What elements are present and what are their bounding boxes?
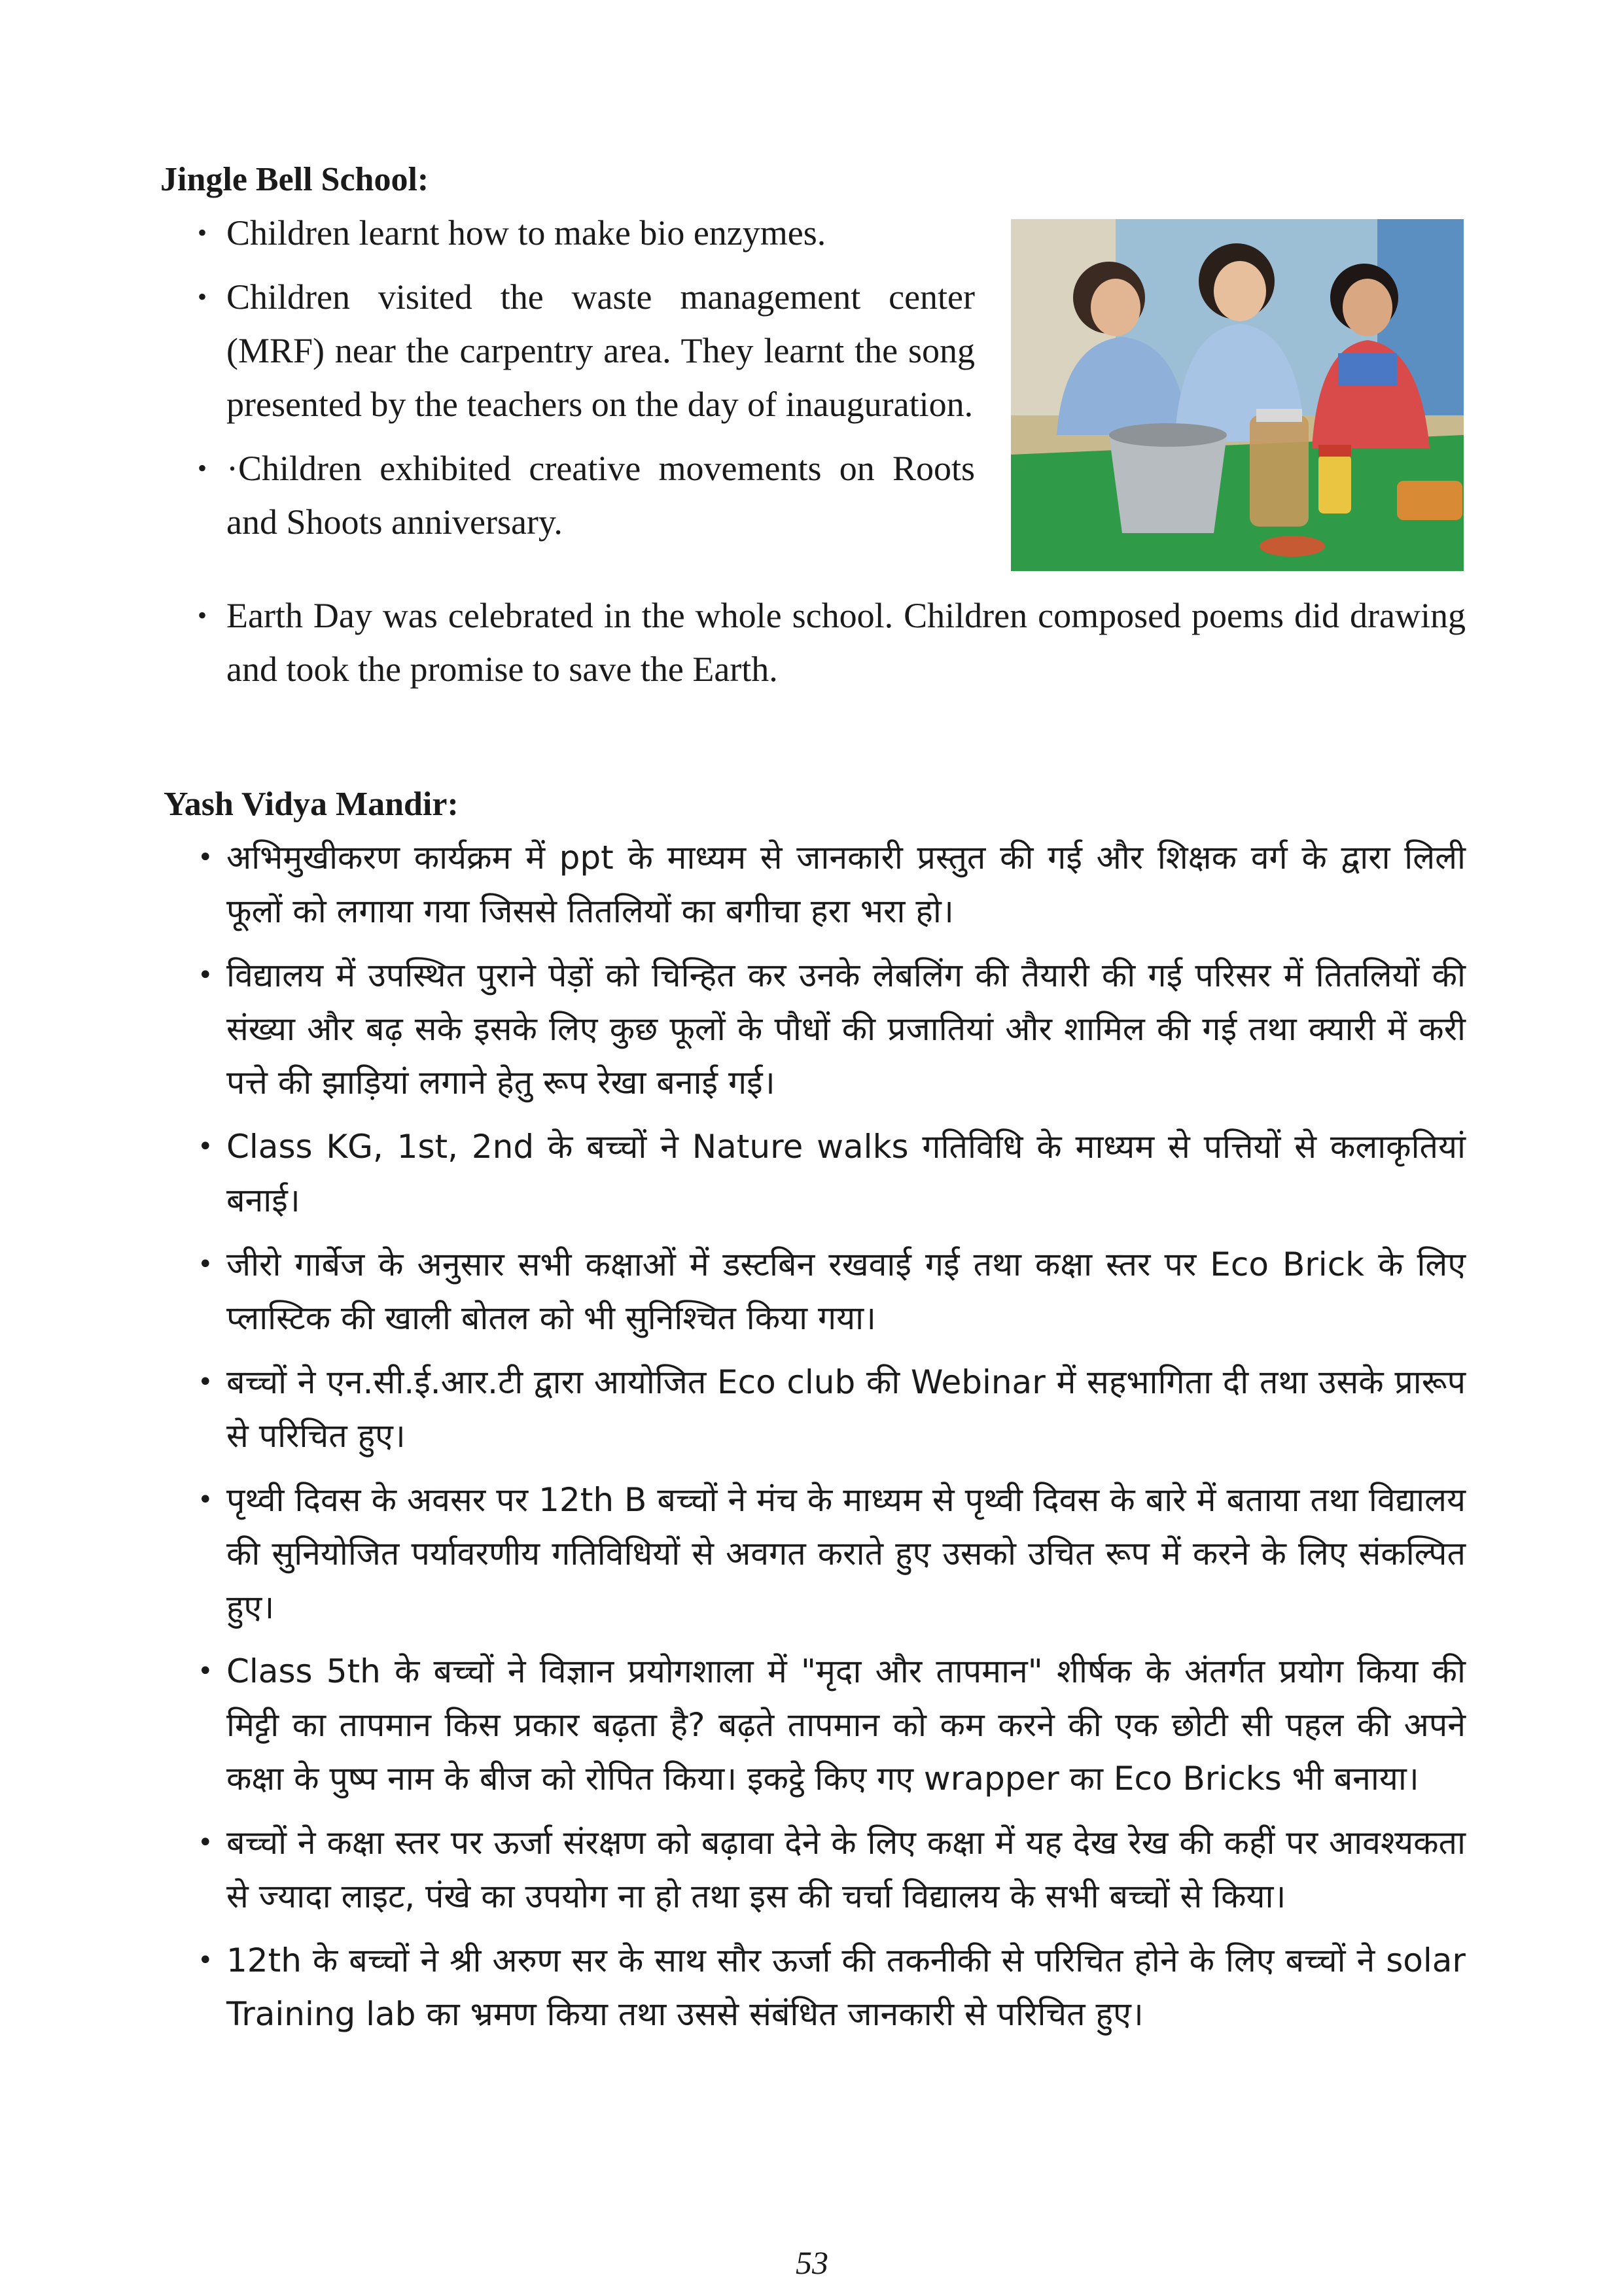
list-item-text: बच्चों ने कक्षा स्तर पर ऊर्जा संरक्षण को बढ़ावा देने के लिए कक्षा में यह देख रेख की कहीं पर आवश्यकता से ज्यादा लाइट, पंखे का उपयोग ना हो तथा इस की चर्चा विद्यालय के सभी बच्चों से किया। xyxy=(226,1824,1466,1915)
jingle-bell-heading: Jingle Bell School: xyxy=(160,161,429,198)
list-item-text: विद्यालय में उपस्थित पुराने पेड़ों को चिन्हित कर उनके लेबलिंग की तैयारी की गई परिसर में तितलियों की संख्या और बढ़ सके इसके लिए कुछ फूलों के पौधों की प्रजातियां और शामिल की गई तथा क्यारी में करी पत्ते की झाड़ियां लगाने हेतु रूप रेखा बनाई गई। xyxy=(226,956,1466,1102)
list-item: • बच्चों ने कक्षा स्तर पर ऊर्जा संरक्षण को बढ़ावा देने के लिए कक्षा में यह देख रेख की कहीं पर आवश्यकता से ज्यादा लाइट, पंखे का उपयोग ना हो तथा इस की चर्चा विद्यालय के सभी बच्चों से किया। xyxy=(198,1824,1466,1915)
list-item: • Children learnt how to make bio enzymes. xyxy=(198,213,826,252)
yash-vidya-list xyxy=(164,831,1466,2051)
list-item-text: 12th के बच्चों ने श्री अरुण सर के साथ सौर ऊर्जा की तकनीकी से परिचित होने के लिए बच्चों ने solar Training lab का भ्रमण किया तथा उससे संबंधित जानकारी से परिचित हुए। xyxy=(226,1941,1466,2033)
list-item: • पृथ्वी दिवस के अवसर पर 12th B बच्चों ने मंच के माध्यम से पृथ्वी दिवस के बारे में बताया तथा विद्यालय की सुनियोजित पर्यावरणीय गतिविधियों से अवगत कराते हुए उसको उचित रूप में करने के लिए संकल्पित हुए। xyxy=(198,1481,1466,1626)
jingle-bell-list-top xyxy=(164,206,975,559)
list-item: • Earth Day was celebrated in the whole school. Children composed poems did drawing and took the promise to save the Earth. xyxy=(198,596,1466,689)
list-item: • ·Children exhibited creative movements on Roots and Shoots anniversary. xyxy=(198,449,975,542)
list-item-text: बच्चों ने एन.सी.ई.आर.टी द्वारा आयोजित Eco club की Webinar में सहभागिता दी तथा उसके प्रारूप से परिचित हुए। xyxy=(226,1363,1466,1455)
list-item: • Class KG, 1st, 2nd के बच्चों ने Nature walks गतिविधि के माध्यम से पत्तियों से कलाकृतियां बनाई। xyxy=(198,1128,1466,1219)
children-activity-photo xyxy=(1011,219,1464,571)
list-item: • अभिमुखीकरण कार्यक्रम में ppt के माध्यम से जानकारी प्रस्तुत की गई और शिक्षक वर्ग के द्वारा लिली फूलों को लगाया गया जिससे तितलियों का बगीचा हरा भरा हो। xyxy=(198,839,1466,930)
list-item-text: पृथ्वी दिवस के अवसर पर 12th B बच्चों ने मंच के माध्यम से पृथ्वी दिवस के बारे में बताया तथा विद्यालय की सुनियोजित पर्यावरणीय गतिविधियों से अवगत कराते हुए उसको उचित रूप में करने के लिए संकल्पित हुए। xyxy=(226,1481,1466,1626)
list-item: • Class 5th के बच्चों ने विज्ञान प्रयोगशाला में "मृदा और तापमान" शीर्षक के अंतर्गत प्रयोग किया की मिट्टी का तापमान किस प्रकार बढ़ता है? बढ़ते तापमान को कम करने की एक छोटी सी पहल की अपने कक्षा के पुष्प नाम के बीज को रोपित किया। इकट्ठे किए गए wrapper का Eco Bricks भी बनाया। xyxy=(198,1652,1466,1798)
list-item-text: ·Children exhibited creative movements on Roots and Shoots anniversary. xyxy=(226,449,975,542)
list-item-text: Class KG, 1st, 2nd के बच्चों ने Nature walks गतिविधि के माध्यम से पत्तियों से कलाकृतियां बनाई। xyxy=(226,1128,1466,1219)
list-item-text: Earth Day was celebrated in the whole school. Children composed poems did drawing and took the promise to save the Earth. xyxy=(226,596,1466,689)
list-item-text: जीरो गार्बेज के अनुसार सभी कक्षाओं में डस्टबिन रखवाई गई तथा कक्षा स्तर पर Eco Brick के लिए प्लास्टिक की खाली बोतल को भी सुनिश्चित किया गया। xyxy=(226,1245,1466,1337)
list-item-text: Children learnt how to make bio enzymes. xyxy=(226,213,826,252)
list-item-text: Class 5th के बच्चों ने विज्ञान प्रयोगशाला में "मृदा और तापमान" शीर्षक के अंतर्गत प्रयोग किया की मिट्टी का तापमान किस प्रकार बढ़ता है? बढ़ते तापमान को कम करने की एक छोटी सी पहल की अपने कक्षा के पुष्प नाम के बीज को रोपित किया। इकट्ठे किए गए wrapper का Eco Bricks भी बनाया। xyxy=(226,1652,1466,1798)
list-item: • विद्यालय में उपस्थित पुराने पेड़ों को चिन्हित कर उनके लेबलिंग की तैयारी की गई परिसर में तितलियों की संख्या और बढ़ सके इसके लिए कुछ फूलों के पौधों की प्रजातियां और शामिल की गई तथा क्यारी में करी पत्ते की झाड़ियां लगाने हेतु रूप रेखा बनाई गई। xyxy=(198,956,1466,1102)
list-item: • जीरो गार्बेज के अनुसार सभी कक्षाओं में डस्टबिन रखवाई गई तथा कक्षा स्तर पर Eco Brick के लिए प्लास्टिक की खाली बोतल को भी सुनिश्चित किया गया। xyxy=(198,1245,1466,1337)
list-item: • बच्चों ने एन.सी.ई.आर.टी द्वारा आयोजित Eco club की Webinar में सहभागिता दी तथा उसके प्रारूप से परिचित हुए। xyxy=(198,1363,1466,1455)
list-item: • Children visited the waste management center (MRF) near the carpentry area. They learnt the song presented by the teachers on the day of inauguration. xyxy=(198,277,975,424)
photo-illustration xyxy=(1011,219,1464,571)
list-item-text: Children visited the waste management center (MRF) near the carpentry area. They learnt the song presented by the teachers on the day of inauguration. xyxy=(226,277,975,424)
page-number: 53 xyxy=(796,2244,828,2281)
list-item: • 12th के बच्चों ने श्री अरुण सर के साथ सौर ऊर्जा की तकनीकी से परिचित होने के लिए बच्चों ने solar Training lab का भ्रमण किया तथा उससे संबंधित जानकारी से परिचित हुए। xyxy=(198,1941,1466,2033)
yash-vidya-heading: Yash Vidya Mandir: xyxy=(164,786,459,823)
list-item-text: अभिमुखीकरण कार्यक्रम में ppt के माध्यम से जानकारी प्रस्तुत की गई और शिक्षक वर्ग के द्वारा लिली फूलों को लगाया गया जिससे तितलियों का बगीचा हरा भरा हो। xyxy=(226,839,1466,930)
jingle-bell-list-bottom xyxy=(164,589,1466,706)
